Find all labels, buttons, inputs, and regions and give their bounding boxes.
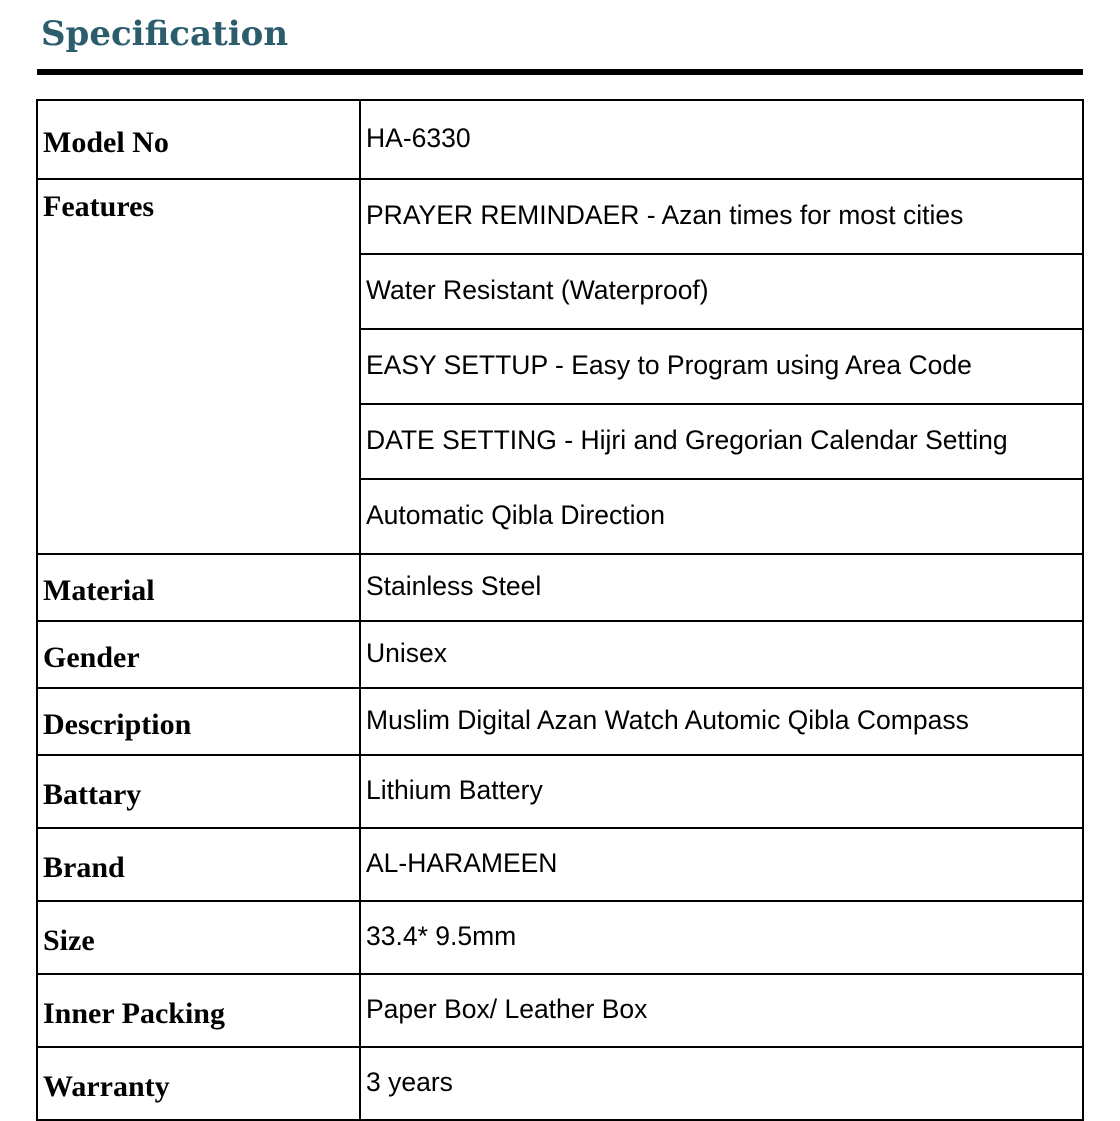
row-value: HA-6330 — [360, 100, 1083, 179]
row-label: Material — [37, 554, 360, 621]
row-label: Features — [37, 179, 360, 554]
table-row-description — [37, 688, 1083, 755]
table-row-features — [37, 179, 1083, 254]
table-row-gender — [37, 621, 1083, 688]
row-label: Brand — [37, 828, 360, 901]
row-value: 3 years — [360, 1047, 1083, 1120]
table-row-warranty — [37, 1047, 1083, 1120]
table-row-material — [37, 554, 1083, 621]
feature-item: Automatic Qibla Direction — [360, 479, 1083, 554]
table-row-brand — [37, 828, 1083, 901]
feature-item: EASY SETTUP - Easy to Program using Area Code — [360, 329, 1083, 404]
page-title: Specification — [41, 14, 289, 54]
table-row-size — [37, 901, 1083, 974]
feature-item: PRAYER REMINDAER - Azan times for most cities — [360, 179, 1083, 254]
specification-table — [36, 99, 1084, 1121]
row-label: Inner Packing — [37, 974, 360, 1047]
row-label: Size — [37, 901, 360, 974]
row-label: Gender — [37, 621, 360, 688]
row-value: 33.4* 9.5mm — [360, 901, 1083, 974]
row-value: Paper Box/ Leather Box — [360, 974, 1083, 1047]
row-value: Stainless Steel — [360, 554, 1083, 621]
row-value: Unisex — [360, 621, 1083, 688]
table-row-inner-packing — [37, 974, 1083, 1047]
row-value: Muslim Digital Azan Watch Automic Qibla Compass — [360, 688, 1083, 755]
row-label: Warranty — [37, 1047, 360, 1120]
row-label: Description — [37, 688, 360, 755]
table-row-model-no — [37, 100, 1083, 179]
feature-item: Water Resistant (Waterproof) — [360, 254, 1083, 329]
row-value: Lithium Battery — [360, 755, 1083, 828]
row-value: AL-HARAMEEN — [360, 828, 1083, 901]
row-label: Model No — [37, 100, 360, 179]
feature-item: DATE SETTING - Hijri and Gregorian Calendar Setting — [360, 404, 1083, 479]
title-divider — [37, 69, 1083, 75]
row-label: Battary — [37, 755, 360, 828]
table-row-battary — [37, 755, 1083, 828]
